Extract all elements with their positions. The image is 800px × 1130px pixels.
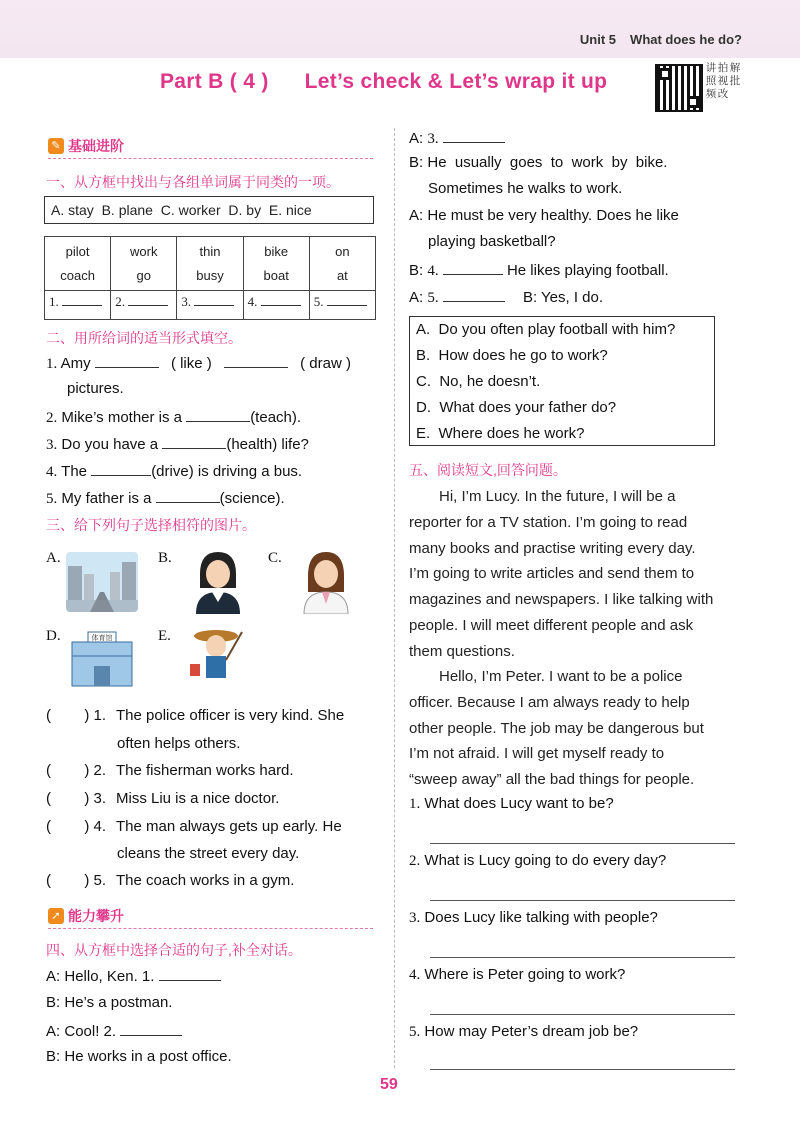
q4-line-4	[46, 1048, 232, 1065]
q3-text: The police officer is very kind. She	[116, 707, 345, 724]
q4-option-c: C. No, he doesn’t.	[416, 373, 541, 390]
q4-option-d: D. What does your father do?	[416, 399, 617, 416]
q1-word: boat	[263, 268, 289, 283]
q2-item-3	[46, 434, 309, 454]
q4-line-2	[46, 994, 172, 1011]
pic-label-b: B.	[158, 550, 172, 566]
q1-title: 一、从方框中找出与各组单词属于同类的一项。	[46, 174, 340, 190]
dialog-text-cont: Sometimes he walks to work.	[428, 180, 623, 197]
q3-paren[interactable]: ( ) 1.	[46, 707, 107, 724]
passage-line: Hi, I’m Lucy. In the future, I will be a	[439, 488, 676, 505]
dialog-text: Hello, Ken. 1.	[64, 968, 155, 985]
q1-word: coach	[60, 268, 95, 283]
q2-blank[interactable]	[156, 488, 220, 503]
q4-blank[interactable]	[443, 287, 505, 302]
lesson-title: Let’s check & Let’s wrap it up	[304, 70, 608, 93]
q3-item-1	[46, 707, 344, 724]
q4-line-1	[46, 966, 221, 985]
q5-answer-line[interactable]	[430, 956, 735, 958]
passage-line: magazines and newspapers. I like talking with	[409, 591, 714, 609]
passage-line: them questions.	[409, 642, 515, 660]
q2-num: 4.	[46, 464, 58, 480]
unit-number: Unit 5	[579, 32, 617, 47]
passage-peter	[409, 664, 739, 793]
q1-answer-num: 1.	[49, 294, 59, 309]
dialog-text: B: Yes, I do.	[522, 289, 604, 306]
q4-option-b: B. How does he go to work?	[416, 347, 608, 364]
column-divider	[394, 128, 396, 1068]
q4-blank[interactable]	[443, 128, 505, 143]
dialog-text: He works in a post office.	[64, 1048, 232, 1065]
passage-line: reporter for a TV station. I’m going to read	[409, 513, 688, 531]
q5-answer-line[interactable]	[430, 1013, 735, 1015]
q3-item-3	[46, 790, 279, 807]
speaker: A:	[409, 289, 424, 306]
street-picture	[66, 552, 138, 612]
q2-num: 5.	[46, 491, 58, 507]
q3-paren[interactable]: ( ) 2.	[46, 762, 107, 779]
q1-answer-num: 5.	[313, 294, 324, 309]
q1-word: work	[130, 244, 158, 259]
dialog-text: 5.	[427, 290, 439, 306]
q1-group	[177, 237, 243, 291]
q5-text: What does Lucy want to be?	[424, 795, 614, 812]
q2-text: The	[61, 463, 88, 480]
q3-text-cont: often helps others.	[117, 735, 241, 752]
passage-line: I’m going to write articles and send them to	[409, 565, 695, 583]
dialog-text: He’s a postman.	[64, 994, 173, 1011]
q2-blank[interactable]	[162, 434, 226, 449]
q2-blank[interactable]	[224, 353, 288, 368]
page-title	[160, 70, 607, 94]
q3-paren[interactable]: ( ) 3.	[46, 790, 107, 807]
q5-text: How may Peter’s dream job be?	[424, 1023, 639, 1040]
q2-text-cont: pictures.	[67, 380, 124, 397]
q3-text: The fisherman works hard.	[116, 762, 294, 779]
q2-item-1	[46, 353, 376, 373]
q3-item-2	[46, 762, 294, 779]
q2-title: 二、用所给词的适当形式填空。	[46, 330, 242, 346]
q2-text: My father is a	[61, 490, 152, 507]
q1-word: bike	[264, 244, 289, 259]
q5-question-1	[409, 795, 614, 813]
q5-num: 1.	[409, 796, 421, 812]
q2-text: Do you have a	[61, 436, 159, 453]
passage-line: officer. Because I am always ready to help	[409, 693, 690, 711]
qr-char: 视	[717, 75, 729, 87]
qr-char: 解	[729, 62, 741, 74]
q4-title: 四、从方框中选择合适的句子,补全对话。	[46, 942, 302, 958]
qr-char: 批	[729, 75, 741, 87]
q3-title: 三、给下列句子选择相符的图片。	[46, 517, 256, 533]
speaker: B:	[46, 1048, 61, 1065]
q5-question-2	[409, 852, 666, 870]
section-ability	[48, 906, 378, 926]
dialog-text: 3.	[427, 131, 439, 147]
q2-item-5	[46, 488, 285, 508]
q4-line-7	[409, 207, 679, 224]
q1-options: A. stay B. plane C. worker D. by E. nice	[51, 202, 312, 218]
q5-num: 3.	[409, 910, 421, 926]
q2-hint: (health) life?	[226, 436, 309, 453]
police-officer-picture	[190, 548, 246, 614]
header-band	[0, 0, 800, 58]
q1-word: at	[336, 268, 348, 283]
q2-item-2	[46, 407, 301, 427]
q4-line-8	[409, 260, 669, 280]
speaker: B:	[409, 262, 424, 279]
q2-hint: (teach).	[250, 409, 302, 426]
q2-blank[interactable]	[186, 407, 250, 422]
q5-answer-line[interactable]	[430, 899, 735, 901]
q3-paren[interactable]: ( ) 4.	[46, 818, 107, 835]
q5-text: Where is Peter going to work?	[424, 966, 626, 983]
qr-char: 频	[705, 88, 717, 100]
q2-hint: ( draw )	[300, 355, 351, 372]
passage-line: “sweep away” all the bad things for people.	[409, 771, 695, 789]
q5-num: 2.	[409, 853, 421, 869]
q1-answer-cell[interactable]	[45, 291, 111, 320]
q5-num: 4.	[409, 967, 421, 983]
pencil-icon: ✎	[48, 138, 64, 154]
q2-hint: (science).	[219, 490, 285, 507]
qr-char: 拍	[717, 62, 729, 74]
q4-line-3	[46, 1021, 182, 1040]
unit-title: What does he do?	[630, 32, 742, 47]
q3-text: The coach works in a gym.	[116, 872, 295, 889]
q4-line-9	[409, 287, 603, 307]
q2-num: 3.	[46, 437, 58, 453]
q3-text: Miss Liu is a nice doctor.	[116, 790, 280, 807]
dialog-text: 4.	[427, 263, 439, 279]
q5-num: 5.	[409, 1024, 421, 1040]
q5-question-5	[409, 1023, 638, 1041]
q4-line-6	[409, 154, 667, 171]
q3-item-5	[46, 872, 294, 889]
q1-answer-num: 4.	[247, 294, 258, 309]
dialog-text-cont: playing basketball?	[428, 233, 556, 250]
speaker: A:	[46, 1023, 61, 1040]
q1-word: thin	[199, 244, 221, 259]
q1-answer-cell[interactable]	[111, 291, 177, 320]
q2-blank[interactable]	[95, 353, 159, 368]
dialog-text: He usually goes to work by bike.	[427, 154, 668, 171]
passage-lucy	[409, 484, 739, 665]
page-number: 59	[380, 1076, 398, 1093]
passage-line: other people. The job may be dangerous but	[409, 719, 704, 737]
rocket-icon: ➚	[48, 908, 64, 924]
q3-paren[interactable]: ( ) 5.	[46, 872, 107, 889]
passage-line: people. I will meet different people and ask	[409, 616, 694, 634]
q3-text: The man always gets up early. He	[116, 818, 342, 835]
speaker: A:	[409, 207, 424, 224]
q5-text: Does Lucy like talking with people?	[424, 909, 658, 926]
q1-group	[111, 237, 177, 291]
q1-answer-cell[interactable]	[177, 291, 243, 320]
q2-text: Amy	[60, 355, 91, 372]
q4-blank[interactable]	[443, 260, 503, 275]
pic-label-a: A.	[46, 550, 61, 566]
q4-option-e: E. Where does he work?	[416, 425, 585, 442]
q5-text: What is Lucy going to do every day?	[424, 852, 667, 869]
q1-answer-cell[interactable]	[243, 291, 309, 320]
fisherman-picture	[186, 624, 246, 690]
section-underline	[48, 158, 373, 159]
q1-answer-num: 2.	[115, 294, 125, 309]
q5-answer-line[interactable]	[430, 1068, 735, 1070]
speaker: A:	[46, 968, 61, 985]
q1-word: go	[136, 268, 152, 283]
q5-question-4	[409, 966, 625, 984]
q4-blank[interactable]	[120, 1021, 182, 1036]
section-basic-label: 基础进阶	[68, 138, 124, 154]
q4-option-a: A. Do you often play football with him?	[416, 321, 676, 338]
pic-label-c: C.	[268, 550, 282, 566]
gym-sign-text: 体育馆	[91, 634, 113, 642]
q1-word: pilot	[65, 244, 90, 259]
q4-line-5	[409, 128, 505, 148]
q1-group	[45, 237, 111, 291]
q5-title: 五、阅读短文,回答问题。	[409, 462, 567, 478]
unit-label	[580, 32, 742, 47]
q2-num: 1.	[46, 356, 58, 372]
q2-hint: ( like )	[170, 355, 212, 372]
q1-group	[243, 237, 309, 291]
doctor-picture	[298, 548, 354, 614]
q3-text-cont: cleans the street every day.	[117, 845, 300, 862]
pic-label-e: E.	[158, 628, 171, 644]
pic-label-d: D.	[46, 628, 61, 644]
passage-line: Hello, I’m Peter. I want to be a police	[439, 668, 683, 685]
speaker: B:	[46, 994, 61, 1011]
section-underline	[48, 928, 373, 929]
part-label: Part B ( 4 )	[160, 70, 269, 93]
q2-hint: (drive) is driving a bus.	[151, 463, 303, 480]
qr-char: 改	[717, 88, 729, 100]
q1-grid	[44, 236, 376, 320]
q1-word: busy	[196, 268, 224, 283]
passage-line: many books and practise writing every day.	[409, 539, 696, 557]
section-basic	[48, 136, 378, 156]
q4-blank[interactable]	[159, 966, 221, 981]
passage-line: I’m not afraid. I will get myself ready to	[409, 745, 665, 763]
q1-word: on	[335, 244, 350, 259]
qr-char: 照	[705, 75, 717, 87]
q2-item-4	[46, 461, 302, 481]
q1-group	[309, 237, 375, 291]
q2-text: Mike’s mother is a	[61, 409, 183, 426]
q5-question-3	[409, 909, 658, 927]
dialog-text: He likes playing football.	[506, 262, 669, 279]
speaker: B:	[409, 154, 424, 171]
q2-num: 2.	[46, 410, 58, 426]
qr-code-icon[interactable]	[655, 64, 703, 112]
q1-answer-cell[interactable]	[309, 291, 375, 320]
dialog-text: Cool! 2.	[64, 1023, 117, 1040]
qr-char: 讲	[705, 62, 717, 74]
q3-item-4	[46, 818, 342, 835]
section-ability-label: 能力攀升	[68, 908, 124, 924]
q1-word-box	[44, 196, 374, 224]
q1-answer-num: 3.	[181, 294, 192, 309]
q2-blank[interactable]	[91, 461, 151, 476]
speaker: A:	[409, 130, 424, 147]
q5-answer-line[interactable]	[430, 842, 735, 844]
dialog-text: He must be very healthy. Does he like	[427, 207, 679, 224]
qr-hint	[705, 62, 741, 101]
gym-building-picture	[66, 628, 138, 688]
